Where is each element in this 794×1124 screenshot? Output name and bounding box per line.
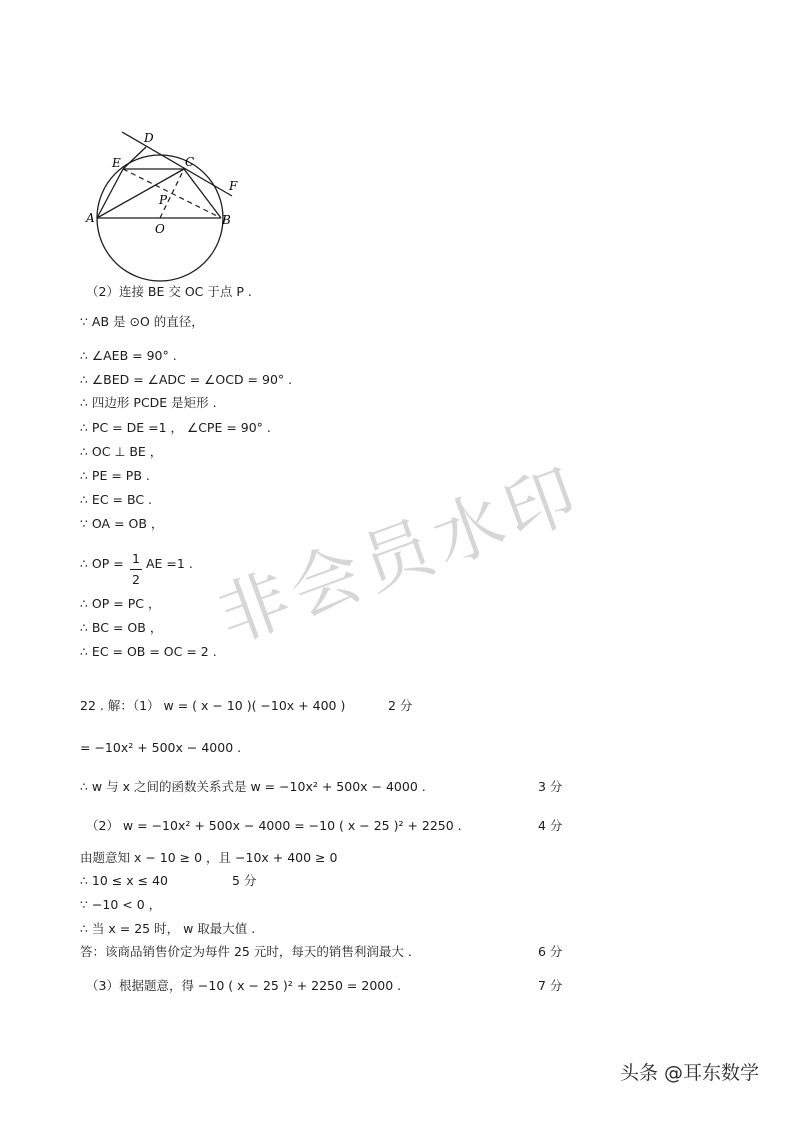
line-text: ∴ ∠AEB = 90° . (80, 348, 177, 363)
watermark-text: 非会员水印 (207, 451, 593, 659)
line-text: 22 . 解：（1） w = ( x − 10 )( −10x + 400 ) (80, 698, 346, 713)
line-text: 答：该商品销售价定为每件 25 元时，每天的销售利润最大 . (80, 944, 412, 959)
line-text: ∴ OC ⊥ BE ， (80, 444, 163, 459)
text-line (0, 975, 794, 997)
line-text-secondary: 5 分 (232, 873, 257, 888)
line-text: （3）根据题意，得 −10 ( x − 25 )² + 2250 = 2000 . (86, 978, 402, 993)
line-text: ∴ BC = OB ， (80, 620, 163, 635)
line-text: ∴ OP = PC ， (80, 596, 161, 611)
line-text-secondary: 3 分 (538, 779, 563, 794)
line-text: ∴ w 与 x 之间的函数关系式是 w = −10x² + 500x − 4000 . (80, 779, 426, 794)
label-p: P (159, 193, 168, 207)
line-text: ∵ AB 是 ⊙O 的直径， (80, 314, 204, 329)
line-text-secondary: 6 分 (538, 944, 563, 959)
text-line (0, 281, 794, 303)
line-text: ∴ EC = OB = OC = 2 . (80, 644, 217, 659)
text-line (0, 417, 794, 439)
text-line (0, 392, 794, 414)
fraction-denominator: 2 (132, 572, 140, 587)
line-text: ∴ PE = PB . (80, 468, 150, 483)
text-line (0, 870, 794, 892)
fraction-bar (130, 569, 142, 570)
text-line (0, 311, 794, 333)
label-c: C (185, 155, 195, 169)
line-text: ∵ −10 < 0 ， (80, 897, 162, 912)
line-text: （2） w = −10x² + 500x − 4000 = −10 ( x − 25 )² + 2250 . (86, 818, 462, 833)
text-line (0, 918, 794, 940)
text-line (0, 345, 794, 367)
tangent-line-df (122, 132, 232, 196)
line-text: ∴ 四边形 PCDE 是矩形 . (80, 395, 217, 410)
line-text-secondary: 2 分 (388, 698, 413, 713)
line-text: ∵ OA = OB ， (80, 516, 164, 531)
fraction-numerator: 1 (132, 551, 140, 566)
segment-cb (184, 169, 221, 218)
line-text: ∴ OP = (80, 556, 124, 571)
line-text: ∴ PC = DE =1 ， ∠CPE = 90° . (80, 420, 271, 435)
line-text-secondary: AE =1 . (146, 556, 193, 571)
text-line (0, 776, 794, 798)
label-o: O (155, 222, 165, 236)
label-b: B (222, 213, 231, 227)
line-text: （2）连接 BE 交 OC 于点 P . (86, 284, 252, 299)
text-line (0, 894, 794, 916)
line-text: ∴ EC = BC . (80, 492, 153, 507)
label-d: D (144, 131, 154, 145)
text-line (0, 695, 794, 717)
text-line (0, 815, 794, 837)
line-text: ∴ ∠BED = ∠ADC = ∠OCD = 90° . (80, 372, 293, 387)
line-text: = −10x² + 500x − 4000 . (80, 740, 242, 755)
text-line (0, 941, 794, 963)
line-text: ∴ 当 x = 25 时， w 取最大值 . (80, 921, 256, 936)
text-line (0, 737, 794, 759)
line-text-secondary: 4 分 (538, 818, 563, 833)
line-text: 由题意知 x − 10 ≥ 0 ，且 −10x + 400 ≥ 0 (80, 850, 338, 865)
label-a: A (86, 211, 95, 225)
line-text: ∴ 10 ≤ x ≤ 40 (80, 873, 168, 888)
label-e: E (112, 156, 121, 170)
text-line (0, 847, 794, 869)
geometry-figure (80, 125, 270, 290)
text-line (0, 369, 794, 391)
label-f: F (229, 179, 238, 193)
line-text-secondary: 7 分 (538, 978, 563, 993)
brand-signature: 头条 @耳东数学 (620, 1062, 760, 1084)
